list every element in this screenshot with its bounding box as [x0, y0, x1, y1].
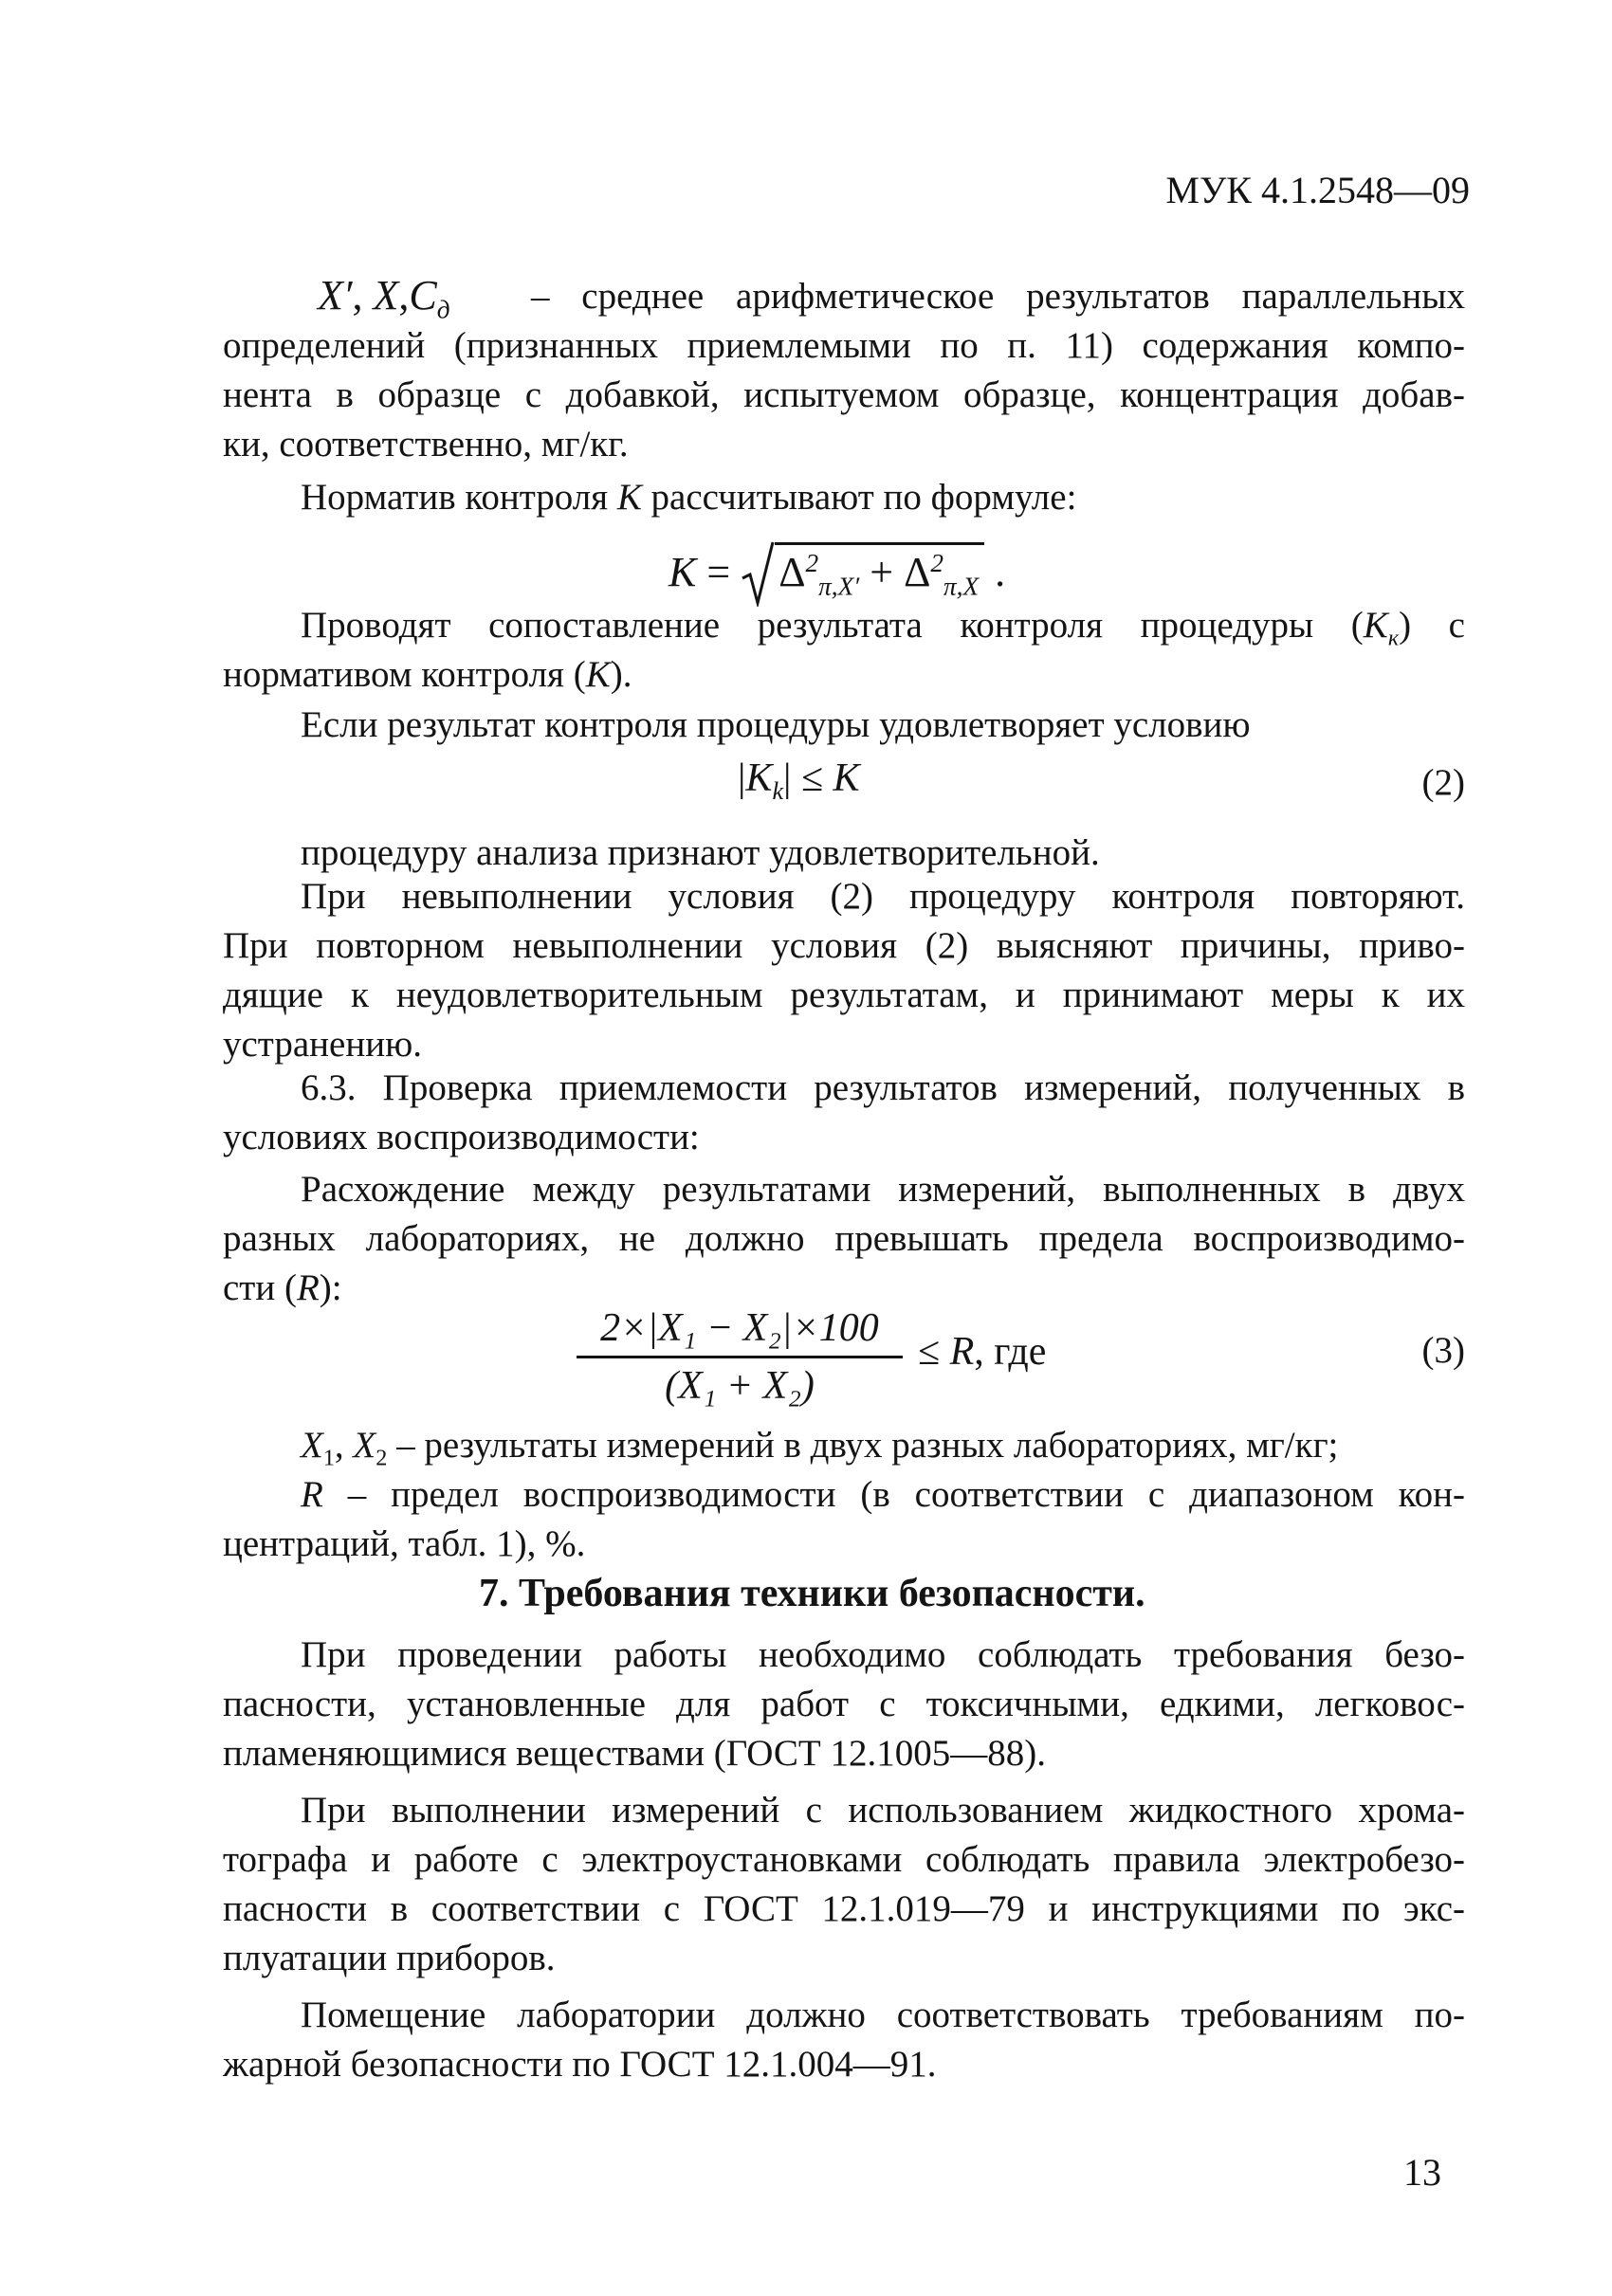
- definition-r-continued: центраций, табл. 1), %.: [223, 1523, 586, 1564]
- symbol-c: C: [409, 272, 437, 319]
- text-line: Расхождение между результатами измерений, выполненных в двух: [301, 1169, 1465, 1210]
- text-line: При повторном невыполнении условия (2) выясняют причины, приво-: [223, 925, 1465, 966]
- symbol-group: X′, $X,C_д$: [318, 272, 450, 324]
- equation-number: (3): [1421, 1330, 1465, 1371]
- text-line: устранению.: [223, 1024, 422, 1065]
- symbol-x-prime: X′: [318, 272, 353, 319]
- text-line: – среднее арифметическое результатов параллельных: [531, 276, 1465, 317]
- definition-x: $X_1$, $X_2$ – результаты измерений в двух разных лабораториях, мг/кг;: [301, 1425, 1339, 1471]
- radicand: $\Delta^2_{\pi,X'} + \Delta^2_{\pi,X}$: [775, 542, 984, 600]
- text-line: тографа и работе с электроустановками соблюдать правила электробезо-: [223, 1839, 1465, 1880]
- text-line: Помещение лаборатории должно соответствовать требованиям по-: [301, 1995, 1465, 2035]
- text-line: сти (R):: [223, 1267, 342, 1308]
- formula-k: $K = \Delta^2_{\pi,X'} + \Delta^2_{\pi,X}$ .: [669, 540, 1005, 607]
- definition-r: R – предел воспроизводимости (в соответствии с диапазоном кон-: [301, 1474, 1465, 1515]
- symbol-c-sub: д: [436, 295, 450, 324]
- equation-number: (2): [1421, 762, 1465, 803]
- text-line: При проведении работы необходимо соблюдать требования безо-: [301, 1634, 1465, 1675]
- sqrt-sign-icon: [741, 540, 775, 607]
- document-code: МУК 4.1.2548—09: [1165, 169, 1470, 211]
- text-line: условиях воспроизводимости:: [223, 1117, 700, 1157]
- text-line: ки, соответственно, мг/кг.: [223, 424, 629, 465]
- text-line: Проводят сопоставление результата контроля процедуры $(K_к)$ с: [301, 605, 1465, 651]
- text-line: нента в образце с добавкой, испытуемом образце, концентрация добав-: [223, 374, 1465, 415]
- fraction-denominator: (X₁ + X₂): [665, 1364, 815, 1408]
- text-line: пасности в соответствии с ГОСТ 12.1.019—79 и инструкциями по экс-: [223, 1888, 1465, 1929]
- text-line: жарной безопасности по ГОСТ 12.1.004—91.: [223, 2044, 937, 2085]
- text-line: разных лабораториях, не должно превышать предела воспроизводимо-: [223, 1218, 1465, 1259]
- text-line: пасности, установленные для работ с токсичными, едкими, легковос-: [223, 1684, 1465, 1724]
- symbol-x: X: [373, 272, 399, 319]
- text-line: плуатации приборов.: [223, 1938, 556, 1978]
- formula-relation: ≤ R, где: [918, 1330, 1047, 1374]
- formula-fraction: [569, 1308, 910, 1406]
- text-line: нормативом контроля (K).: [223, 654, 632, 695]
- text-line: процедуру анализа признают удовлетворительной.: [301, 832, 1100, 873]
- fraction-numerator: 2×|X₁ − X₂|×100: [600, 1306, 879, 1350]
- text-line: Если результат контроля процедуры удовлетворяет условию: [301, 704, 1251, 745]
- text-line: пламеняющимися веществами (ГОСТ 12.1005—88).: [223, 1733, 1046, 1774]
- formula-condition: $|K_k| \le K$: [738, 756, 860, 806]
- text-line: При выполнении измерений с использованием жидкостного хрома-: [301, 1790, 1465, 1831]
- text-line: При невыполнении условия (2) процедуру контроля повторяют.: [301, 876, 1465, 917]
- text-line: дящие к неудовлетворительным результатам, и принимают меры к их: [223, 975, 1465, 1015]
- page-number: 13: [1403, 2151, 1441, 2194]
- section-heading: 7. Требования техники безопасности.: [479, 1572, 1145, 1615]
- text-line: определений (признанных приемлемыми по п. 11) содержания компо-: [223, 325, 1465, 366]
- text-line: 6.3. Проверка приемлемости результатов измерений, полученных в: [301, 1067, 1465, 1108]
- paragraph-formula-intro: Норматив контроля К рассчитывают по формуле:: [301, 477, 1077, 518]
